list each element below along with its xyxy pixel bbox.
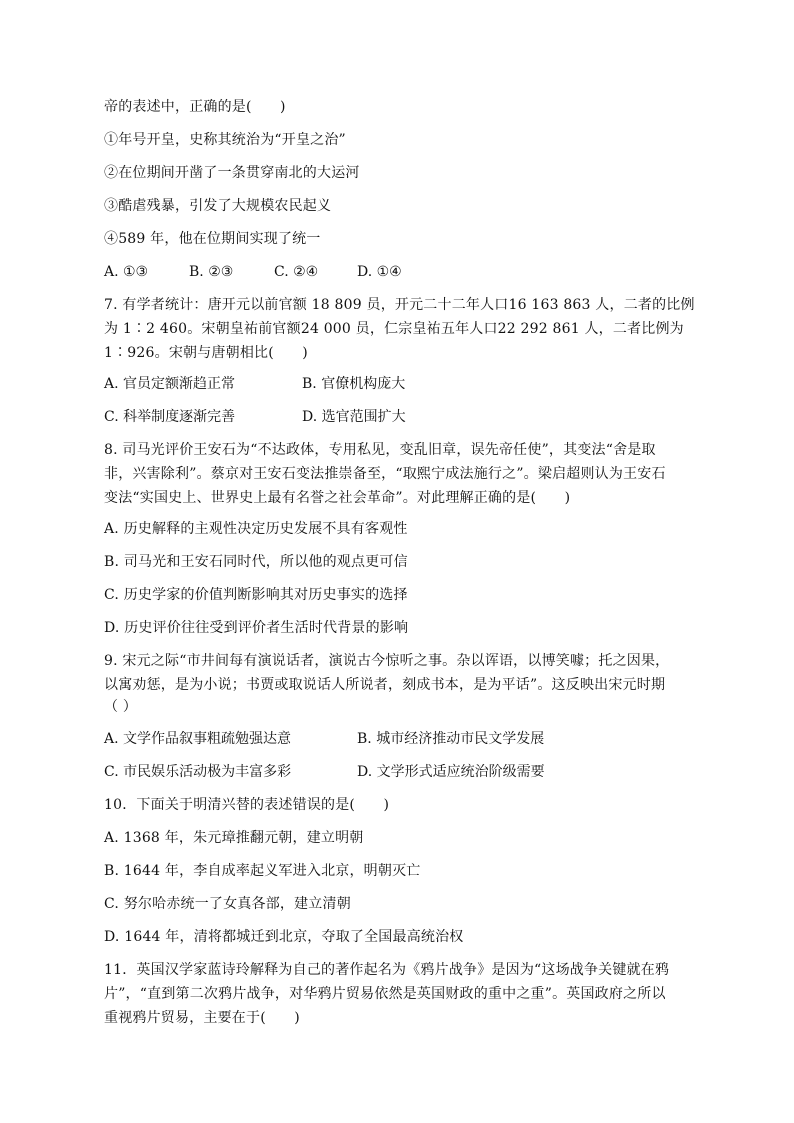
q6-option-b: B. ②③ xyxy=(189,264,234,280)
q11-stem-line-3: 重视鸦片贸易，主要在于( ) xyxy=(104,1010,300,1026)
q9-option-a: A. 文学作品叙事粗疏勉强达意 xyxy=(104,731,292,747)
q9-stem-line-1: 9. 宋元之际“市井间每有演说话者，演说古今惊听之事。杂以诨语，以博笑噱；托之因果， xyxy=(104,653,670,669)
q6-stem-tail: 帝的表述中，正确的是( ) xyxy=(104,99,286,115)
q10-option-b: B. 1644 年，李自成率起义军进入北京，明朝灭亡 xyxy=(104,863,421,879)
q7-option-a: A. 官员定额渐趋正常 xyxy=(104,376,236,392)
q6-option-c: C. ②④ xyxy=(274,264,319,280)
q8-stem-line-1: 8. 司马光评价王安石为“不达政体，专用私见，变乱旧章，误先帝任使”，其变法“舍是取 xyxy=(104,442,656,458)
q9-option-b: B. 城市经济推动市民文学发展 xyxy=(357,731,545,747)
q7-stem-line-2: 为 1∶2 460。宋朝皇祐前官额24 000 员，仁宗皇祐五年人口22 292 861 人，二者比例为 xyxy=(104,321,684,337)
q8-option-d: D. 历史评价往往受到评价者生活时代背景的影响 xyxy=(104,620,409,636)
q10-option-d: D. 1644 年，清将都城迁到北京，夺取了全国最高统治权 xyxy=(104,929,464,945)
q9-stem-line-3: （ ） xyxy=(104,699,138,715)
q8-option-a: A. 历史解释的主观性决定历史发展不具有客观性 xyxy=(104,521,408,537)
q7-stem-line-1: 7. 有学者统计：唐开元以前官额 18 809 员，开元二十二年人口16 163 863 人，二者的比例 xyxy=(104,297,695,313)
q11-stem-line-1: 11．英国汉学家蓝诗玲解释为自己的著作起名为《鸦片战争》是因为“这场战争关键就在鸦 xyxy=(104,962,670,978)
q8-stem-line-2: 非，兴害除利”。蔡京对王安石变法推崇备至，“取熙宁成法施行之”。梁启超则认为王安石 xyxy=(104,466,666,482)
q6-option-a: A. ①③ xyxy=(104,264,149,280)
q9-option-c: C. 市民娱乐活动极为丰富多彩 xyxy=(104,764,292,780)
q8-option-c: C. 历史学家的价值判断影响其对历史事实的选择 xyxy=(104,587,408,603)
q8-option-b: B. 司马光和王安石同时代，所以他的观点更可信 xyxy=(104,554,408,570)
q9-option-d: D. 文学形式适应统治阶级需要 xyxy=(357,764,545,780)
q6-item-2: ②在位期间开凿了一条贯穿南北的大运河 xyxy=(104,165,360,181)
q9-stem-line-2: 以寓劝惩，是为小说；书贾或取说话人所说者，刻成书本，是为平话”。这反映出宋元时期 xyxy=(104,677,666,693)
q7-option-c: C. 科举制度逐渐完善 xyxy=(104,409,236,425)
q7-option-b: B. 官僚机构庞大 xyxy=(302,376,406,392)
q6-item-3: ③酷虐残暴，引发了大规模农民起义 xyxy=(104,198,332,214)
q6-item-1: ①年号开皇，史称其统治为“开皇之治” xyxy=(104,132,346,148)
q6-option-d: D. ①④ xyxy=(357,264,402,280)
q7-stem-line-3: 1∶926。宋朝与唐朝相比( ) xyxy=(104,345,308,361)
q6-item-4: ④589 年，他在位期间实现了统一 xyxy=(104,231,321,247)
q8-stem-line-3: 变法“实国史上、世界史上最有名誉之社会革命”。对此理解正确的是( ) xyxy=(104,490,571,506)
q7-option-d: D. 选官范围扩大 xyxy=(302,409,406,425)
q10-option-c: C. 努尔哈赤统一了女真各部，建立清朝 xyxy=(104,896,351,912)
q10-stem: 10．下面关于明清兴替的表述错误的是( ) xyxy=(104,797,390,813)
q11-stem-line-2: 片”，“直到第二次鸦片战争，对华鸦片贸易依然是英国财政的重中之重”。英国政府之所以 xyxy=(104,986,666,1002)
q10-option-a: A. 1368 年，朱元璋推翻元朝，建立明朝 xyxy=(104,830,364,846)
